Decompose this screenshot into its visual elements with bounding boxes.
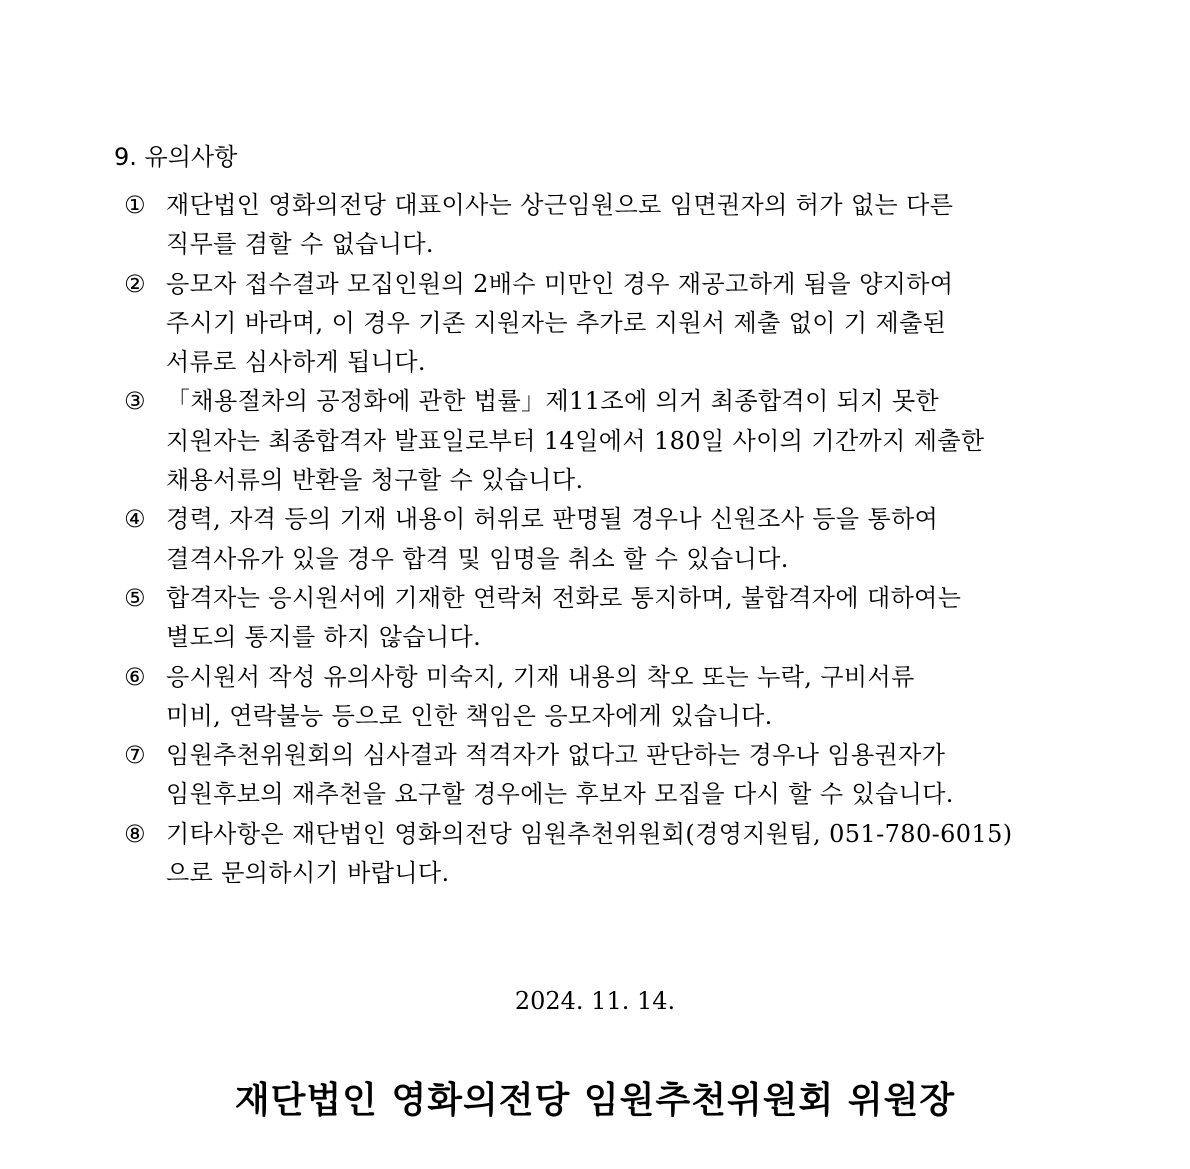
item-number: ⑥ xyxy=(124,662,146,691)
item-line: 직무를 겸할 수 없습니다. xyxy=(166,230,434,259)
notice-item-7 xyxy=(124,736,1104,815)
item-number: ⑧ xyxy=(124,819,146,848)
notice-item-8 xyxy=(124,815,1104,894)
item-line: 재단법인 영화의전당 대표이사는 상근임원으로 임면권자의 허가 없는 다른 xyxy=(166,191,954,219)
notice-item-4 xyxy=(124,500,1104,579)
item-number: ③ xyxy=(124,387,146,416)
item-line: 미비, 연락불능 등으로 인한 책임은 응모자에게 있습니다. xyxy=(166,701,773,730)
item-line: 「채용절차의 공정화에 관한 법률」제11조에 의거 최종합격이 되지 못한 xyxy=(166,387,940,416)
notice-item-5 xyxy=(124,579,1104,658)
item-line: 기타사항은 재단법인 영화의전당 임원추천위원회(경영지원팀, 051-780-6015) xyxy=(166,819,1013,848)
item-line: 임원추천위원회의 심사결과 적격자가 없다고 판단하는 경우나 임용권자가 xyxy=(166,741,946,770)
item-number: ⑤ xyxy=(124,583,146,612)
item-line: 서류로 심사하게 됩니다. xyxy=(166,348,426,377)
item-number: ④ xyxy=(124,505,146,534)
item-line: 지원자는 최종합격자 발표일로부터 14일에서 180일 사이의 기간까지 제출한 xyxy=(166,426,985,455)
notice-item-6 xyxy=(124,658,1104,737)
item-line: 주시기 바라며, 이 경우 기존 지원자는 추가로 지원서 제출 없이 기 제출된 xyxy=(166,308,947,337)
item-line: 응모자 접수결과 모집인원의 2배수 미만인 경우 재공고하게 됨을 양지하여 xyxy=(166,269,954,298)
item-line: 채용서류의 반환을 청구할 수 있습니다. xyxy=(166,466,584,495)
item-line: 으로 문의하시기 바랍니다. xyxy=(166,859,450,888)
notice-list xyxy=(124,186,1104,893)
item-number: ② xyxy=(124,269,146,298)
item-number: ① xyxy=(124,191,146,219)
notice-item-2 xyxy=(124,265,1104,383)
notice-item-3 xyxy=(124,382,1104,500)
item-line: 결격사유가 있을 경우 합격 및 임명을 취소 할 수 있습니다. xyxy=(166,544,789,573)
item-number: ⑦ xyxy=(124,741,146,770)
document-date: 2024. 11. 14. xyxy=(514,987,676,1015)
item-line: 응시원서 작성 유의사항 미숙지, 기재 내용의 착오 또는 누락, 구비서류 xyxy=(166,662,915,691)
item-line: 합격자는 응시원서에 기재한 연락처 전화로 통지하며, 불합격자에 대하여는 xyxy=(166,583,962,612)
notice-item-1 xyxy=(124,186,1104,265)
item-line: 임원후보의 재추천을 요구할 경우에는 후보자 모집을 다시 할 수 있습니다. xyxy=(166,780,954,809)
item-line: 경력, 자격 등의 기재 내용이 허위로 판명될 경우나 신원조사 등을 통하여 xyxy=(166,505,939,534)
section-title: 9. 유의사항 xyxy=(114,143,238,171)
signature-line: 재단법인 영화의전당 임원추천위원회 위원장 xyxy=(234,1080,956,1121)
item-line: 별도의 통지를 하지 않습니다. xyxy=(166,623,482,652)
